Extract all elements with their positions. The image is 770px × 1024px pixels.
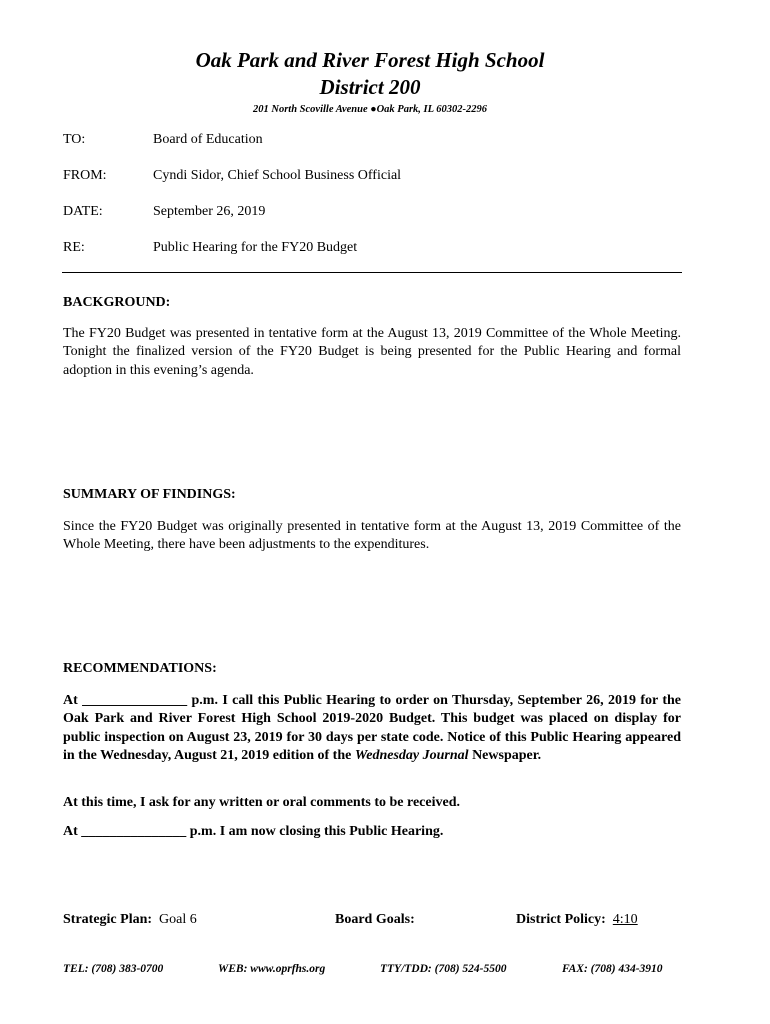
background-text: The FY20 Budget was presented in tentative form at the August 13, 2019 Committee of the Whole Meeting. Tonight the finalized version of the FY20 Budget is being presented for the Public Hearing and formal adoption in this evening’s agenda. (63, 326, 681, 378)
title-line-1: Oak Park and River Forest High School (195, 48, 545, 72)
footer-fax: FAX: (708) 434-3910 (562, 963, 663, 975)
title-line-2: District 200 (319, 75, 421, 99)
district-policy-value: 4:10 (612, 912, 638, 927)
board-goals (335, 912, 415, 928)
district-policy (516, 912, 638, 928)
strategic-plan-label: Strategic Plan: (63, 912, 153, 927)
footer-tel: TEL: (708) 383-0700 (63, 963, 164, 975)
district-policy-label: District Policy: (516, 912, 606, 927)
board-goals-label: Board Goals: (335, 912, 415, 927)
strategic-plan-value: Goal 6 (159, 912, 197, 927)
footer-tty: TTY/TDD: (708) 524-5500 (380, 963, 507, 975)
strategic-plan (63, 912, 197, 928)
footer-web: WEB: www.oprfhs.org (218, 963, 326, 975)
to-label: TO: (63, 132, 86, 147)
recommendation-paragraph-1 (63, 692, 681, 765)
re-label: RE: (63, 240, 85, 255)
recommendation-paragraph-2: At this time, I ask for any written or oral comments to be received. (63, 795, 460, 810)
newspaper-name: Wednesday Journal (354, 747, 469, 763)
to-value: Board of Education (153, 132, 263, 147)
recommendation-text-1b: Newspaper. (468, 747, 542, 763)
recommendations-heading: RECOMMENDATIONS: (63, 661, 217, 676)
summary-heading: SUMMARY OF FINDINGS: (63, 487, 236, 502)
from-label: FROM: (63, 168, 107, 183)
header-divider (62, 272, 682, 273)
date-label: DATE: (63, 204, 103, 219)
date-value: September 26, 2019 (153, 204, 266, 219)
from-value: Cyndi Sidor, Chief School Business Official (153, 168, 402, 183)
background-heading: BACKGROUND: (63, 295, 171, 310)
re-value: Public Hearing for the FY20 Budget (153, 240, 358, 255)
school-address: 201 North Scoville Avenue ●Oak Park, IL 60302-2296 (252, 104, 488, 115)
recommendation-text-1a: At _______________ p.m. I call this Public Hearing to order on Thursday, September 26, 2019 for the Oak Park and River Forest High School 2019-2020 Budget. This budget was placed on display for public inspection on August 23, 2019 for 30 days per state code. Notice of this Public Hearing appeared in the Wednesday, August 21, 2019 edition of the (63, 693, 681, 763)
recommendation-paragraph-3: At _______________ p.m. I am now closing this Public Hearing. (63, 824, 444, 839)
summary-text: Since the FY20 Budget was originally presented in tentative form at the August 13, 2019 Committee of the Whole Meeting, there have been adjustments to the expenditures. (63, 519, 681, 553)
